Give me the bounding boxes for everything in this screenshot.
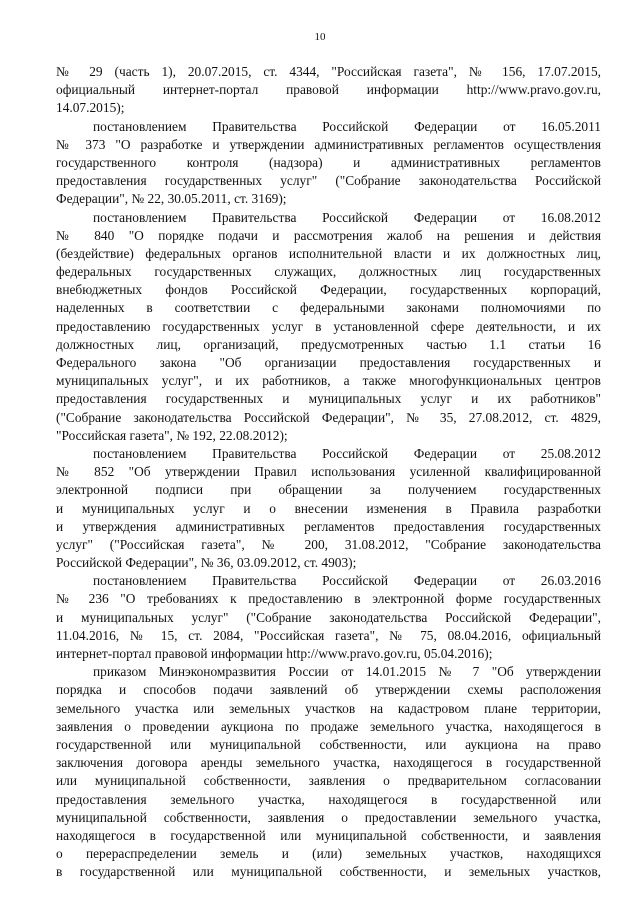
text-line: или муниципальной собственности, заявления о предварительном согласовании — [56, 773, 601, 789]
text-line: и утверждения административных регламентов предоставления государственных — [56, 518, 601, 534]
text-line: в государственной или муниципальной собственности, и земельных участков, — [56, 864, 601, 880]
text-line: государственного контроля (надзора) и административных регламентов — [56, 154, 601, 170]
text-line: № 373 "О разработке и утверждении административных регламентов осуществления — [56, 136, 601, 152]
text-line: и муниципальных услуг" ("Собрание законодательства Российской Федерации", — [56, 609, 601, 625]
text-line: официальный интернет-портал правовой информации http://www.pravo.gov.ru, — [56, 82, 601, 98]
text-line: постановлением Правительства Российской Федерации от 16.08.2012 — [93, 209, 601, 225]
text-line: приказом Минэкономразвития России от 14.01.2015 № 7 "Об утверждении — [93, 664, 601, 680]
text-line: предоставлению государственных услуг в установленной сфере деятельности, и их — [56, 318, 601, 334]
paragraph-prikaz-minekonomrazvitiya-7 — [56, 663, 601, 881]
text-line: № 852 "Об утверждении Правил использования усиленной квалифицированной — [56, 464, 601, 480]
text-line: Российской Федерации", № 36, 03.09.2012, ст. 4903); — [56, 555, 357, 571]
text-line: Федерации", № 22, 30.05.2011, ст. 3169); — [56, 191, 287, 207]
text-line: заключения договора аренды земельного участка, находящегося в государственной — [56, 755, 601, 771]
paragraph-postanovlenie-852 — [56, 445, 601, 572]
text-line: государственной или муниципальной собственности, или аукциона на право — [56, 736, 601, 752]
text-line: электронной подписи при обращении за получением государственных — [56, 482, 601, 498]
text-line: находящегося в государственной или муниципальной собственности, и заявления — [56, 827, 601, 843]
text-line: наделенных в соответствии с федеральными законами полномочиями по — [56, 300, 601, 316]
text-line: 11.04.2016, № 15, ст. 2084, "Российская газета", № 75, 08.04.2016, официальный — [56, 627, 601, 643]
text-line: должностных лиц, организаций, предусмотренных частью 1.1 статьи 16 — [56, 336, 601, 352]
text-line: ("Собрание законодательства Российской Федерации", № 35, 27.08.2012, ст. 4829, — [56, 409, 601, 425]
text-line: постановлением Правительства Российской Федерации от 16.05.2011 — [93, 118, 601, 134]
paragraph-postanovlenie-236 — [56, 572, 601, 663]
text-line: предоставления государственных и муниципальных услуг и их работников" — [56, 391, 601, 407]
text-line: № 236 "О требованиях к предоставлению в электронной форме государственных — [56, 591, 601, 607]
text-line: 14.07.2015); — [56, 100, 125, 116]
text-line: предоставления государственных услуг" ("Собрание законодательства Российской — [56, 173, 601, 189]
paragraph-continuation — [56, 63, 601, 118]
text-line: услуг" ("Российская газета", № 200, 31.08.2012, "Собрание законодательства — [56, 536, 601, 552]
text-line: муниципальной собственности, заявления о предоставлении земельного участка, — [56, 809, 601, 825]
text-line: о перераспределении земель и (или) земельных участков, находящихся — [56, 846, 601, 862]
text-line: (бездействие) федеральных органов исполнительной власти и их должностных лиц, — [56, 245, 601, 261]
text-line: заявления о проведении аукциона по продаже земельного участка, находящегося в — [56, 718, 601, 734]
text-line: земельного участка или земельных участков на кадастровом плане территории, — [56, 700, 601, 716]
text-line: внебюджетных фондов Российской Федерации, государственных корпораций, — [56, 282, 601, 298]
text-line: порядка и способов подачи заявлений об утверждении схемы расположения — [56, 682, 601, 698]
text-line: Федерального закона "Об организации предоставления государственных и — [56, 355, 601, 370]
text-line: № 29 (часть 1), 20.07.2015, ст. 4344, "Российская газета", № 156, 17.07.2015, — [56, 64, 601, 79]
text-line: интернет-портал правовой информации http://www.pravo.gov.ru, 05.04.2016); — [56, 646, 493, 661]
text-line: и муниципальных услуг и о внесении изменения в Правила разработки — [56, 500, 601, 516]
paragraph-postanovlenie-373 — [56, 118, 601, 209]
text-line: предоставления земельного участка, находящегося в государственной или — [56, 791, 601, 807]
document-body — [56, 63, 601, 881]
text-line: постановлением Правительства Российской Федерации от 26.03.2016 — [93, 573, 601, 589]
text-line: "Российская газета", № 192, 22.08.2012); — [56, 427, 288, 443]
text-line: № 840 "О порядке подачи и рассмотрения жалоб на решения и действия — [56, 227, 601, 243]
text-line: постановлением Правительства Российской Федерации от 25.08.2012 — [93, 445, 601, 461]
paragraph-postanovlenie-840 — [56, 209, 601, 445]
text-line: федеральных государственных служащих, должностных лиц государственных — [56, 264, 601, 280]
text-line: муниципальных услуг", и их работников, а также многофункциональных центров — [56, 373, 601, 389]
page-number: 10 — [314, 31, 326, 43]
